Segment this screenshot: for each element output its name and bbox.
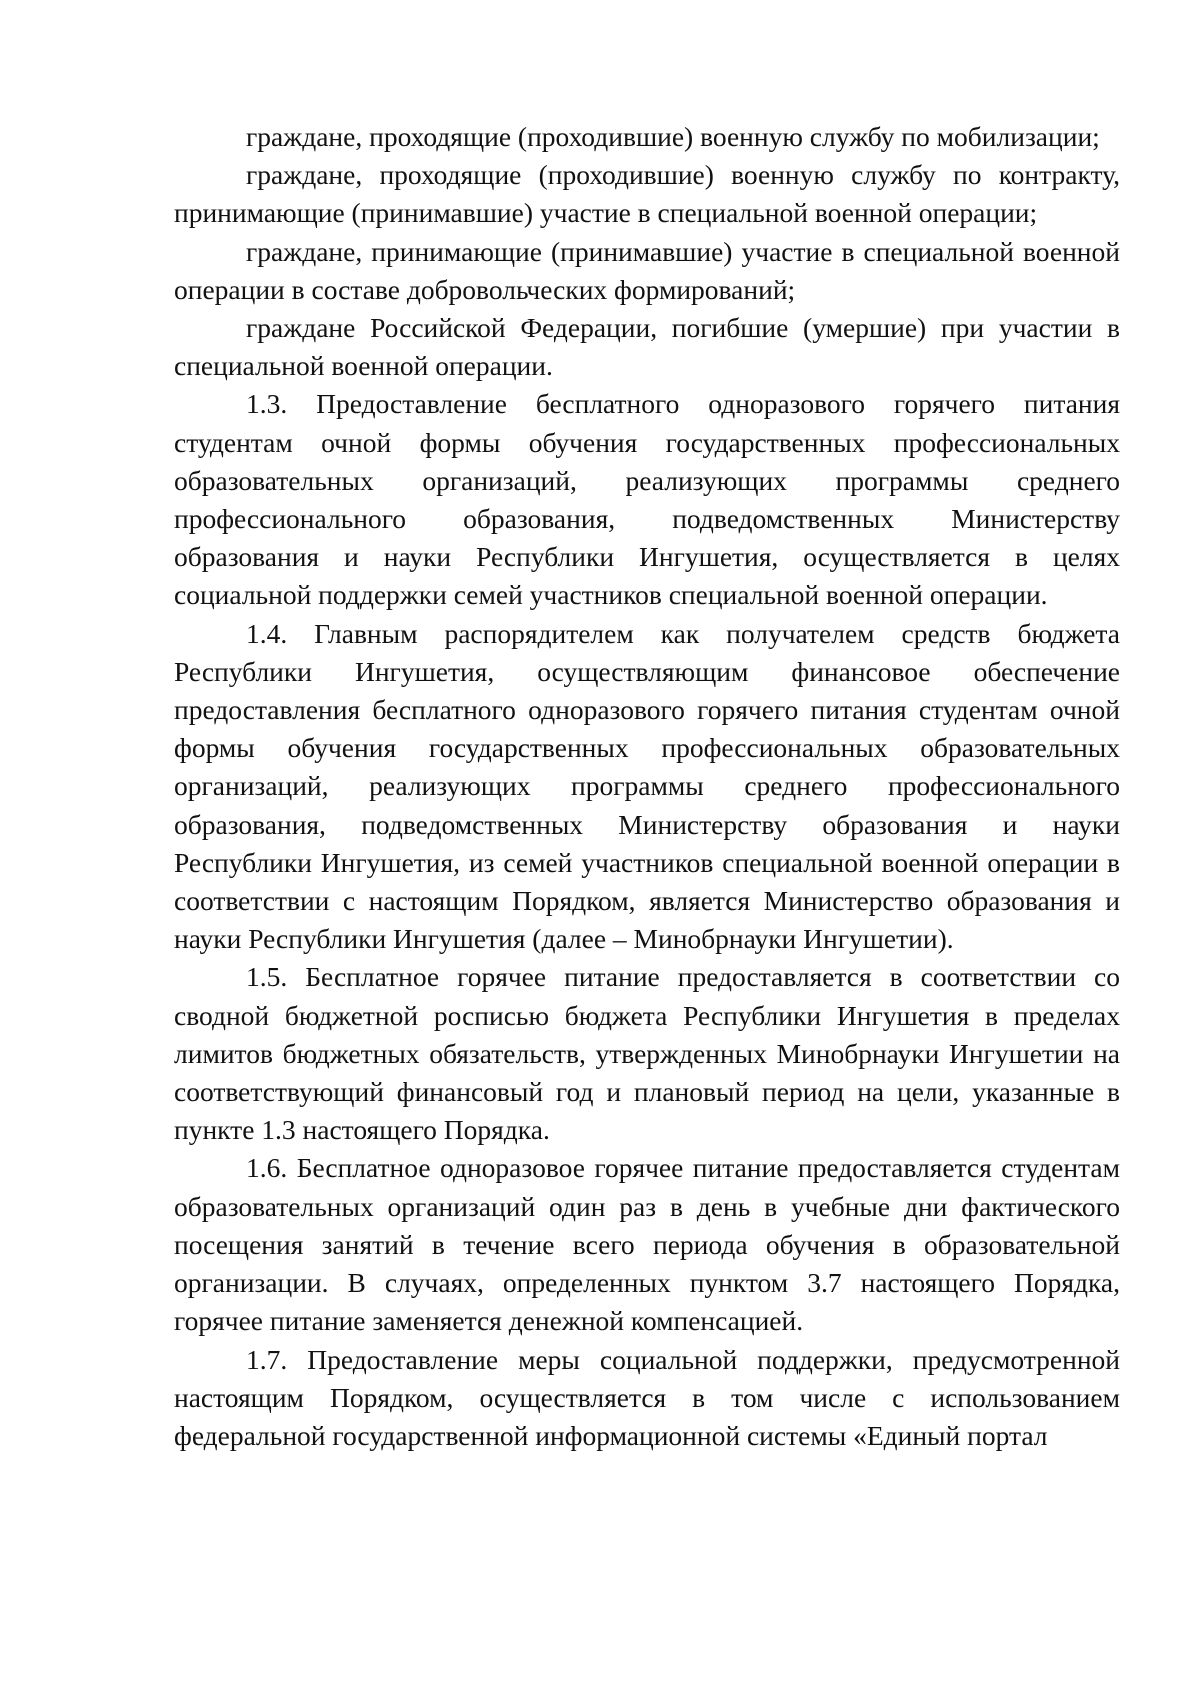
paragraph-1-6: 1.6. Бесплатное одноразовое горячее питание предоставляется студентам образовательных организаций один раз в день в учебные дни фактического посещения занятий в течение всего периода обучения в образовательной организации. В случаях, определенных пунктом 3.7 настоящего Порядка, горячее питание заменяется денежной компенсацией.	[174, 1152, 1120, 1337]
document-body	[174, 118, 1120, 1455]
paragraph-volunteer-citizens: граждане, принимающие (принимавшие) участие в специальной военной операции в составе добровольческих формирований;	[174, 235, 1120, 305]
paragraph-1-7: 1.7. Предоставление меры социальной поддержки, предусмотренной настоящим Порядком, осуществляется в том числе с использованием федеральной государственной информационной системы «Единый портал	[174, 1343, 1120, 1451]
paragraph-deceased-citizens: граждане Российской Федерации, погибшие (умершие) при участии в специальной военной операции.	[174, 312, 1120, 382]
paragraph-contract-citizens: граждане, проходящие (проходившие) военную службу по контракту, принимающие (принимавшие) участие в специальной военной операции;	[174, 159, 1120, 229]
paragraph-1-3: 1.3. Предоставление бесплатного одноразового горячего питания студентам очной формы обучения государственных профессиональных образовательных организаций, реализующих программы среднего профессионального образования, подведомственных Министерству образования и науки Республики Ингушетия, осуществляется в целях социальной поддержки семей участников специальной военной операции.	[174, 388, 1120, 611]
paragraph-1-4: 1.4. Главным распорядителем как получателем средств бюджета Республики Ингушетия, осуществляющим финансовое обеспечение предоставления бесплатного одноразового горячего питания студентам очной формы обучения государственных профессиональных образовательных организаций, реализующих программы среднего профессионального образования, подведомственных Министерству образования и науки Республики Ингушетия, из семей участников специальной военной операции в соответствии с настоящим Порядком, является Министерство образования и науки Республики Ингушетия (далее – Минобрнауки Ингушетии).	[174, 617, 1120, 955]
paragraph-1-5: 1.5. Бесплатное горячее питание предоставляется в соответствии со сводной бюджетной росписью бюджета Республики Ингушетия в пределах лимитов бюджетных обязательств, утвержденных Минобрнауки Ингушетии на соответствующий финансовый год и плановый период на цели, указанные в пункте 1.3 настоящего Порядка.	[174, 961, 1120, 1146]
paragraph-mobilized-citizens: граждане, проходящие (проходившие) военную службу по мобилизации;	[246, 121, 1100, 152]
